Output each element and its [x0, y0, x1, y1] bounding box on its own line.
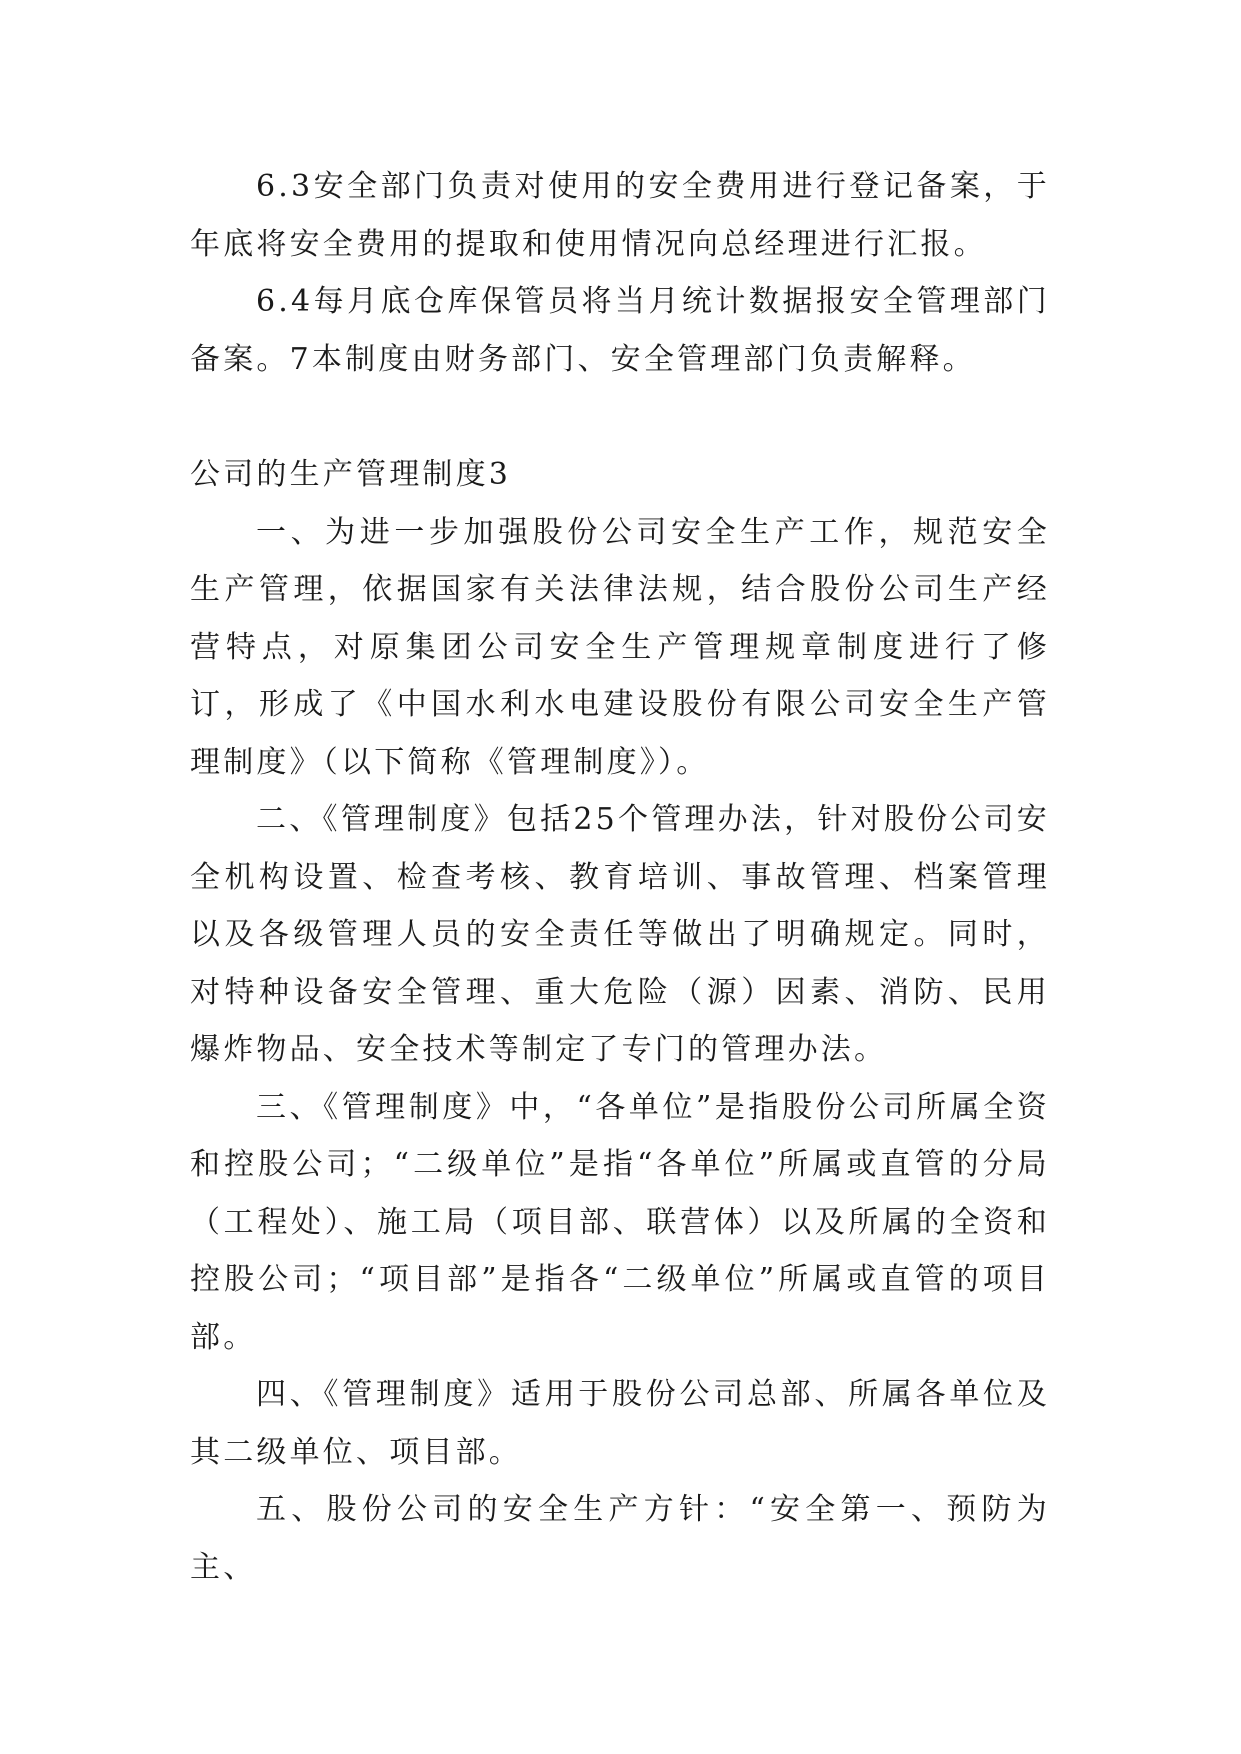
- paragraph-1: 一、为进一步加强股份公司安全生产工作，规范安全生产管理，依据国家有关法律法规，结合股份公司生产经营特点，对原集团公司安全生产管理规章制度进行了修订，形成了《中国水利水电建设股份有限公司安全生产管理制度》（以下简称《管理制度》）。: [190, 514, 1050, 780]
- paragraph-4: 四、《管理制度》适用于股份公司总部、所属各单位及其二级单位、项目部。: [190, 1377, 1050, 1470]
- paragraph-3: 三、《管理制度》中，“各单位”是指股份公司所属全资和控股公司；“二级单位”是指“各单位”所属或直管的分局（工程处）、施工局（项目部、联营体）以及所属的全资和控股公司；“项目部”是指各“二级单位”所属或直管的项目部。: [190, 1089, 1050, 1355]
- paragraph-2: 二、《管理制度》包括25个管理办法，针对股份公司安全机构设置、检查考核、教育培训、事故管理、档案管理以及各级管理人员的安全责任等做出了明确规定。同时，对特种设备安全管理、重大危险（源）因素、消防、民用爆炸物品、安全技术等制定了专门的管理办法。: [190, 802, 1050, 1067]
- paragraph-6-3: 6.3安全部门负责对使用的安全费用进行登记备案，于年底将安全费用的提取和使用情况向总经理进行汇报。: [190, 169, 1050, 262]
- paragraph-5: 五、股份公司的安全生产方针：“安全第一、预防为主、: [190, 1492, 1050, 1585]
- section-title: 公司的生产管理制度3: [190, 457, 512, 492]
- paragraph-6-4: 6.4每月底仓库保管员将当月统计数据报安全管理部门备案。7本制度由财务部门、安全管理部门负责解释。: [190, 284, 1050, 377]
- document-body: [190, 158, 1050, 1596]
- section-spacer: [190, 388, 1050, 446]
